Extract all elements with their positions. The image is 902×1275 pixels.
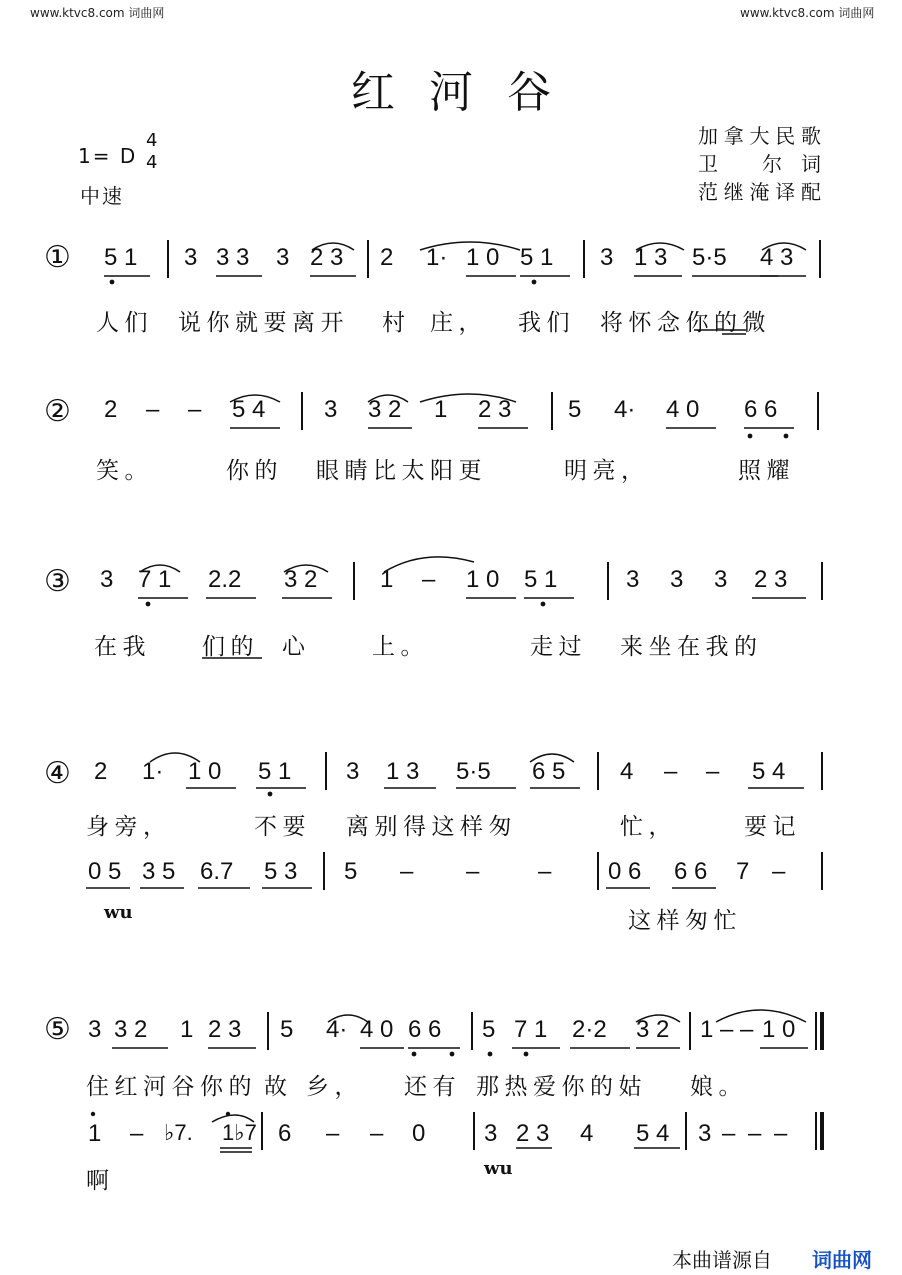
note-group: 1· [426, 244, 448, 271]
note-group: 3 [276, 244, 290, 271]
note-group: 2·2 [572, 1016, 607, 1043]
lyric: 要记 [744, 814, 801, 840]
note-group: 3 2 [284, 566, 318, 593]
note-group: 5 4 [232, 396, 266, 423]
note-group: 3 [670, 566, 684, 593]
lyric: 那热爱你的姑 [476, 1074, 647, 1100]
harmony-note-group: 0 6 [608, 858, 642, 885]
row-5-marker: ⑤ [44, 1012, 71, 1047]
note-group: – [146, 396, 160, 423]
note-group: 2 3 [310, 244, 344, 271]
note-group: 3 2 [636, 1016, 670, 1043]
harmony-note-group: 2 3 [516, 1120, 550, 1147]
note-group: 2 3 [478, 396, 512, 423]
lyric: 住红河谷你的 [86, 1074, 257, 1100]
harmony-note-group: 7 [736, 858, 750, 885]
harmony-note-group: 5 3 [264, 858, 298, 885]
harmony-note-group: 3 5 [142, 858, 176, 885]
lyric: 村 [382, 310, 411, 336]
watermark-right: www.ktvc8.com 词曲网 [740, 6, 875, 20]
note-group: 7 1 [138, 566, 172, 593]
harmony-note-group: – [466, 858, 480, 885]
lyric: 心 [282, 634, 311, 660]
harmony-note-group: – [772, 858, 786, 885]
note-group: 1 0 [466, 566, 500, 593]
note-group: – [706, 758, 720, 785]
note-group: 1 [380, 566, 394, 593]
row-2-marker: ② [44, 394, 71, 429]
lyric: 你的 [226, 458, 283, 484]
note-group: 2 [104, 396, 118, 423]
note-group: 2 [380, 244, 394, 271]
harmony-lyric: 这样匆忙 [628, 908, 742, 934]
note-group: 5 1 [104, 244, 138, 271]
note-group: 5·5 [692, 244, 727, 271]
note-group: – [740, 1016, 754, 1043]
lyric: 故 [264, 1074, 293, 1100]
note-group: 3 [626, 566, 640, 593]
harmony-note-group: – [774, 1120, 788, 1147]
note-group: 1 0 [762, 1016, 796, 1043]
lyric: 我们 [518, 310, 575, 336]
note-group: 5·5 [456, 758, 491, 785]
harmony-note-group: – [538, 858, 552, 885]
lyric: 来坐在我的 [620, 634, 763, 660]
note-group: – [422, 566, 436, 593]
note-group: 3 3 [216, 244, 250, 271]
note-group: 6 6 [408, 1016, 442, 1043]
row-4-marker: ④ [44, 756, 71, 791]
harmony-note-group: 3 [484, 1120, 498, 1147]
note-group: 4 [620, 758, 634, 785]
note-group: 3 [346, 758, 360, 785]
lyric: 娘。 [690, 1074, 747, 1100]
harmony-note-group: 6 6 [674, 858, 708, 885]
note-group: 5 1 [520, 244, 554, 271]
note-group: 3 [714, 566, 728, 593]
note-group: 1 3 [386, 758, 420, 785]
note-group: 4 0 [666, 396, 700, 423]
credit-translator: 范继淹译配 [698, 180, 822, 204]
harmony-lyric: 啊 [86, 1168, 115, 1194]
lyric: 们的 [202, 634, 259, 660]
note-group: 5 [482, 1016, 496, 1043]
harmony-note-group: ♭7. [164, 1120, 193, 1145]
note-group: 4 3 [760, 244, 794, 271]
time-signature-bottom: 4 [146, 152, 160, 173]
harmony-note-group: 3 [698, 1120, 712, 1147]
harmony-note-group: 6 [278, 1120, 292, 1147]
footer-source-text: 本曲谱源自 [672, 1248, 772, 1272]
lyric: 乡， [306, 1074, 363, 1100]
note-group: 5 1 [258, 758, 292, 785]
harmony-note-group: 1♭7 [222, 1120, 257, 1145]
note-group: 3 2 [368, 396, 402, 423]
note-group: 5 1 [524, 566, 558, 593]
lyric: 在我 [94, 634, 151, 660]
note-group: 3 [600, 244, 614, 271]
note-group: 1 0 [466, 244, 500, 271]
lyric: 眼睛比太阳更 [316, 458, 487, 484]
lyric: 说你就要离开 [178, 310, 349, 336]
harmony-note-group: – [370, 1120, 384, 1147]
note-group: – [188, 396, 202, 423]
lyric: 人们 [96, 310, 153, 336]
harmony-note-group: 5 4 [636, 1120, 670, 1147]
note-group: 2.2 [208, 566, 242, 593]
harmony-note-group: – [326, 1120, 340, 1147]
harmony-lyric: wu [104, 902, 133, 923]
note-group: 5 4 [752, 758, 786, 785]
footer-site-logo[interactable]: 词曲网 [812, 1248, 872, 1272]
row-1-marker: ① [44, 240, 71, 275]
harmony-note-group: 1 [88, 1120, 102, 1147]
note-group: 3 [324, 396, 338, 423]
note-group: 2 [94, 758, 108, 785]
note-group: 1 [700, 1016, 714, 1043]
harmony-note-group: 0 5 [88, 858, 122, 885]
note-group: 7 1 [514, 1016, 548, 1043]
harmony-note-group: – [400, 858, 414, 885]
harmony-note-group: 4 [580, 1120, 594, 1147]
lyric: 走过 [530, 634, 587, 660]
note-group: 4· [326, 1016, 348, 1043]
lyric: 庄， [430, 310, 487, 336]
harmony-lyric: wu [484, 1158, 513, 1179]
lyric: 将怀念你的微 [600, 310, 771, 336]
credit-origin: 加拿大民歌 [698, 124, 822, 148]
harmony-note-group: 6.7 [200, 858, 234, 885]
note-group: 1 3 [634, 244, 668, 271]
harmony-note-group: 5 [344, 858, 358, 885]
credit-lyricist: 卫 尔词 [698, 152, 822, 176]
note-group: 6 6 [744, 396, 778, 423]
note-group: 4· [614, 396, 636, 423]
note-group: 4 0 [360, 1016, 394, 1043]
lyric: 离别得这样匆 [346, 814, 517, 840]
key-signature: 1= D [78, 144, 138, 168]
note-group: 3 [100, 566, 114, 593]
tempo-marking: 中速 [80, 184, 124, 208]
note-group: 1 [434, 396, 448, 423]
note-group: – [720, 1016, 734, 1043]
note-group: 3 [88, 1016, 102, 1043]
note-group: 3 [184, 244, 198, 271]
note-group: 5 [568, 396, 582, 423]
lyric: 忙， [620, 814, 677, 840]
harmony-note-group: 0 [412, 1120, 426, 1147]
note-group: 6 5 [532, 758, 566, 785]
note-group: 1 [180, 1016, 194, 1043]
note-group: 3 2 [114, 1016, 148, 1043]
harmony-note-group: – [722, 1120, 736, 1147]
note-group: 1 0 [188, 758, 222, 785]
lyric: 笑。 [96, 458, 153, 484]
song-title: 红河谷 [351, 67, 585, 118]
note-group: 2 3 [208, 1016, 242, 1043]
note-group: 1· [142, 758, 164, 785]
note-group: 2 3 [754, 566, 788, 593]
harmony-note-group: – [130, 1120, 144, 1147]
note-group: 5 [280, 1016, 294, 1043]
note-group: – [664, 758, 678, 785]
lyric: 照耀 [738, 458, 795, 484]
lyric: 不要 [254, 814, 311, 840]
harmony-note-group: – [748, 1120, 762, 1147]
row-3-marker: ③ [44, 564, 71, 599]
watermark-left: www.ktvc8.com 词曲网 [30, 6, 165, 20]
time-signature-top: 4 [146, 130, 160, 151]
lyric: 还有 [404, 1074, 461, 1100]
lyric: 上。 [372, 634, 429, 660]
lyric: 身旁， [86, 814, 172, 840]
lyric: 明亮， [564, 458, 650, 484]
